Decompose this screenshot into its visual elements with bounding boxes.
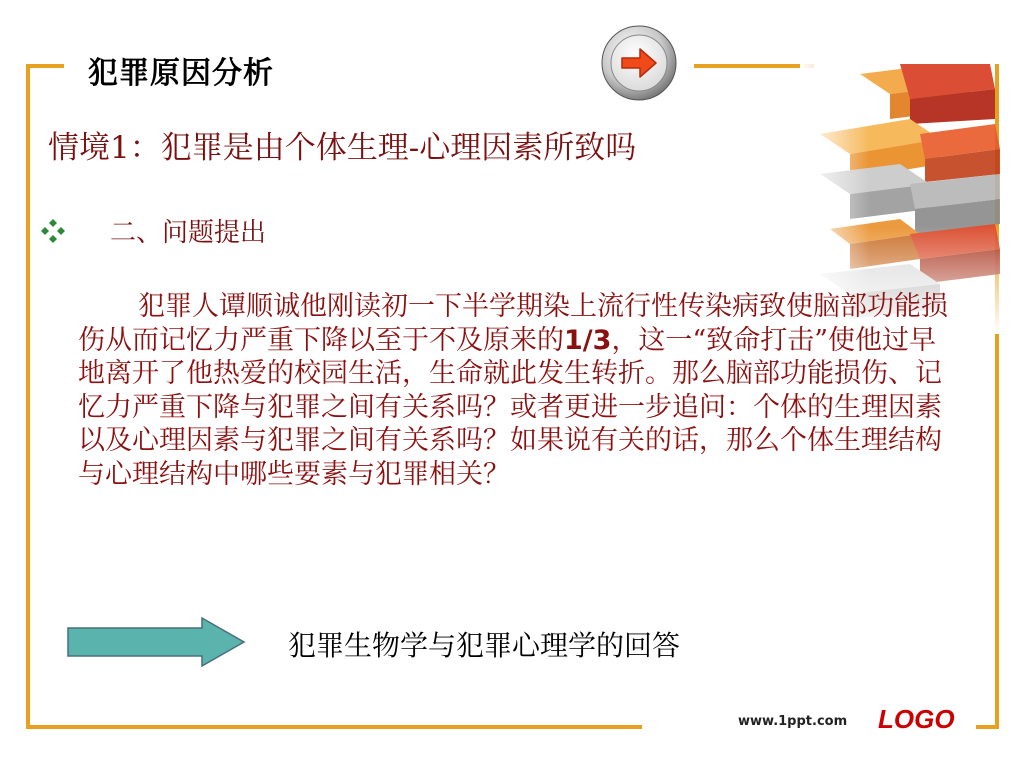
arrow-right-icon bbox=[600, 24, 678, 102]
body-paragraph bbox=[78, 290, 958, 491]
frame-bottom-right-border bbox=[976, 725, 999, 729]
paragraph-part-1: 犯罪人谭顺诚他刚读初一下半学期染上流行性传染病致使脑部功能损伤从而记忆力严重下降以至于不及原来的 bbox=[78, 291, 948, 356]
paragraph-fraction: 1/3 bbox=[564, 324, 612, 356]
footer-logo: LOGO bbox=[878, 704, 955, 734]
answer-text: 犯罪生物学与犯罪心理学的回答 bbox=[288, 629, 681, 662]
slide-title: 犯罪原因分析 bbox=[88, 56, 274, 91]
frame-left-border bbox=[26, 64, 30, 729]
frame-top-left-border bbox=[26, 64, 64, 68]
diamond-bullet-icon bbox=[40, 218, 66, 244]
scenario-heading: 情境1：犯罪是由个体生理-心理因素所致吗 bbox=[48, 130, 637, 166]
footer-url: www.1ppt.com bbox=[738, 714, 848, 729]
block-arrow-icon bbox=[66, 616, 246, 668]
frame-top-right-border bbox=[694, 64, 814, 68]
next-slide-button[interactable] bbox=[600, 24, 678, 102]
frame-bottom-left-border bbox=[26, 725, 642, 729]
section-heading: 二、问题提出 bbox=[110, 218, 267, 248]
paragraph-part-2: ，这一“致命打击”使他过早地离开了他热爱的校园生活，生命就此发生转折。那么脑部功能损伤、记忆力严重下降与犯罪之间有关系吗？或者更进一步追问：个体的生理因素以及心理因素与犯罪之间有关系吗？如果说有关的话，那么个体生理结构与心理结构中哪些要素与犯罪相关？ bbox=[78, 324, 942, 490]
